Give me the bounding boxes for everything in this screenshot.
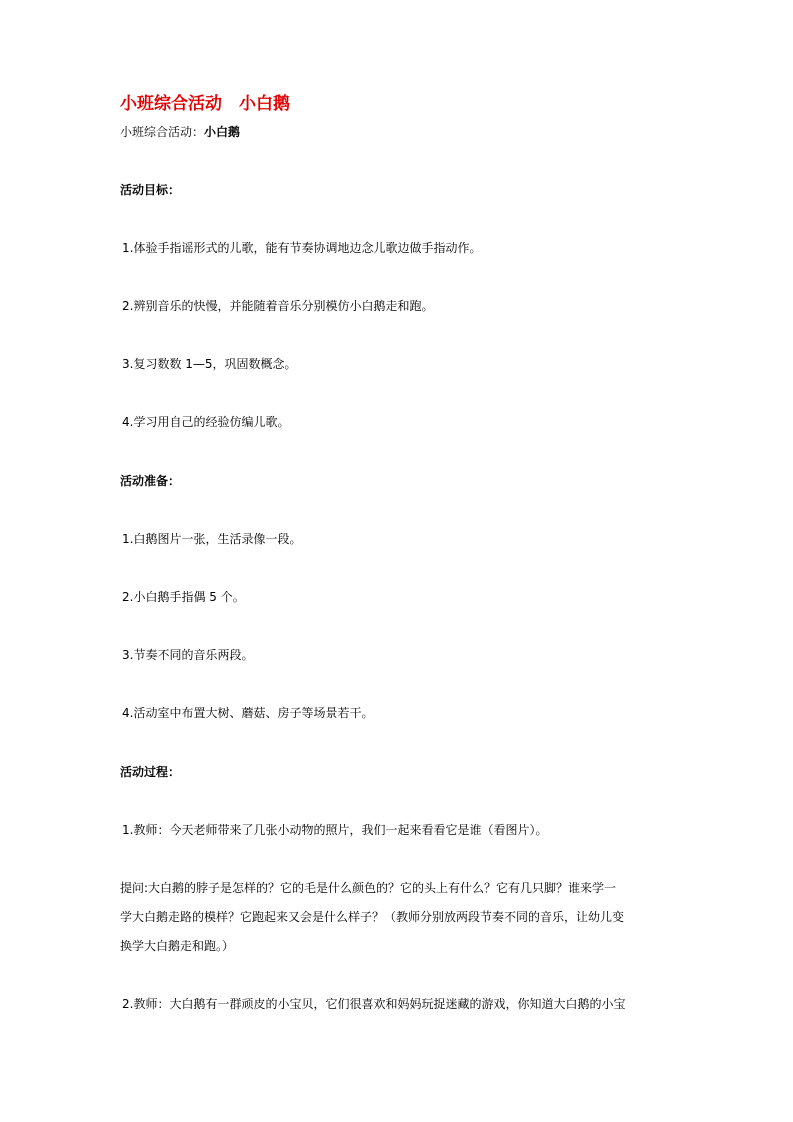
- document-title: 小班综合活动 小白鹅: [120, 94, 290, 114]
- goals-heading: 活动目标：: [120, 183, 181, 197]
- goal-item: 4.学习用自己的经验仿编儿歌。: [122, 415, 290, 429]
- prep-heading: 活动准备：: [120, 474, 181, 488]
- goal-item: 1.体验手指谣形式的儿歌，能有节奏协调地边念儿歌边做手指动作。: [122, 241, 482, 255]
- question-line: 学大白鹅走路的模样？它跑起来又会是什么样子？（教师分别放两段节奏不同的音乐，让幼儿变: [120, 910, 625, 924]
- prep-item: 4.活动室中布置大树、蘑菇、房子等场景若干。: [122, 706, 374, 720]
- prep-item: 2.小白鹅手指偶 5 个。: [122, 590, 245, 604]
- document-subtitle: [120, 124, 240, 140]
- prep-item: 3.节奏不同的音乐两段。: [122, 648, 254, 662]
- process-step: 2.教师：大白鹅有一群顽皮的小宝贝，它们很喜欢和妈妈玩捉迷藏的游戏，你知道大白鹅的小宝: [122, 997, 626, 1011]
- goal-item: 3.复习数数 1—5，巩固数概念。: [122, 357, 297, 371]
- subtitle-prefix: 小班综合活动：: [120, 125, 205, 139]
- goal-item: 2.辨别音乐的快慢，并能随着音乐分别模仿小白鹅走和跑。: [122, 299, 434, 313]
- prep-item: 1.白鹅图片一张，生活录像一段。: [122, 532, 302, 546]
- question-line: 提问:大白鹅的脖子是怎样的？它的毛是什么颜色的？它的头上有什么？它有几只脚？谁来学一: [120, 881, 617, 895]
- process-heading: 活动过程：: [120, 765, 181, 779]
- question-line: 换学大白鹅走和跑。）: [120, 939, 235, 953]
- subtitle-name: 小白鹅: [204, 125, 241, 139]
- process-step: 1.教师：今天老师带来了几张小动物的照片，我们一起来看看它是谁（看图片）。: [122, 823, 548, 837]
